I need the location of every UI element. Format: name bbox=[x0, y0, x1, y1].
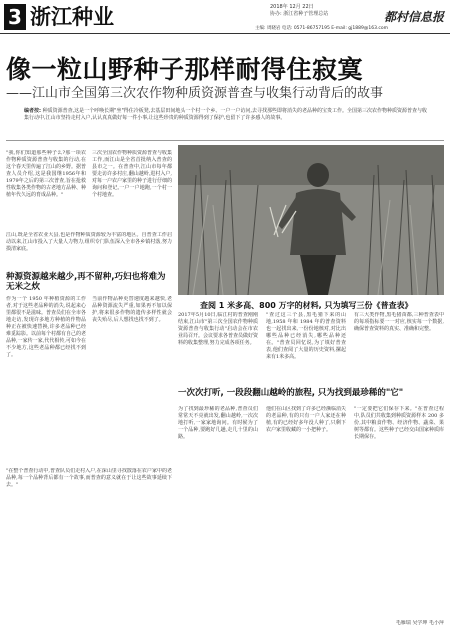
newspaper-logo: 都村信息报 bbox=[383, 10, 444, 24]
editor-note-label: 编者按: bbox=[24, 108, 41, 114]
left-lower-text: "在整个普查行动中,普查队员们走村入户,在深山里寻找散落在农户家中的老品种,每一个品种背后都有一个故事,而普查的意义就在于让这些故事延续下去。" bbox=[6, 468, 172, 488]
section1-body: 作为一个 1950 年种植资源的工作者,对于这些老品种的消失,说起来心里都很不是滋味。普查员们在全市各地走访,发现许多地方种植的作物品种正在被快速替换,许多老品种已经难觅踪影。以前每个村都有自己的老品种,一家传一家,代代相传,可如今在不少地方,这些老品种都已经找不到了。 bbox=[6, 296, 86, 358]
photo-caption: 查阅 1 米多高、800 万字的材料, 只为填写三份《普查表》 bbox=[200, 301, 413, 310]
bottom-col-3: 有三大类作物,黑毛猪苗都,三种普查表中的每项指标要一一对应,核实每一个数据,确保普查资料的真实、准确和完整。 bbox=[354, 312, 444, 332]
section1-title: 种源资源越来越少,再不留种,巧妇也将难为无米之炊 bbox=[6, 272, 166, 292]
email-line: E-mail: gj1889@163.com bbox=[331, 26, 388, 31]
editor-line: 主编: 周晓岩 电话: 0571-86757195 bbox=[255, 26, 330, 31]
bottom-col-1: 2017年5月10日,临江村的普查刚刚结束,江山市"第三次全国农作物种质资源普查与收集行动"启动会在市农业局召开。会议要求各普查员做好资料的收集整理,努力完成各项任务。 bbox=[178, 312, 258, 346]
article-subhead: ——江山市全国第三次农作物种质资源普查与收集行动背后的故事 bbox=[6, 86, 384, 101]
divider bbox=[6, 140, 444, 141]
field-photo bbox=[178, 145, 444, 295]
bottom-col-2: "查过这三个县,黑毛猪下来的山地,1958 年和 1984 年的普查资料也一起找出来,一份份地核对,对比出哪些品种已经消失,哪些品种还在。"普查员回忆说,为了填好普查表,他们查阅了大量的历史资料,摞起来有1米多高。 bbox=[266, 312, 346, 360]
article-headline: 像一粒山野种子那样耐得住寂寞 bbox=[6, 55, 364, 84]
bottom-col-6: "一定要把它们保存下来。"在普查过程中,队员们共收集到种质资源样本 200 多份,其中粮食作物、经济作物、蔬菜、果树等都有。这些种子已经交由国家种质库长期保存。 bbox=[354, 406, 444, 440]
editor-note bbox=[24, 108, 428, 122]
issuer-line: 协办: 浙江省种子管理总站 bbox=[270, 11, 329, 17]
editor-note-text: 种质资源普查,这是一个呼唤长期"坐"得住冷板凳,去基层田间地头一个村一个乡、一户一户访问,去寻找那些即将消失的老品种的宝贵工作。全国第三次农作物种质资源普查与收集行动中,江山市坚持走村入户,认认真真做好每一件小事,让这些珍贵的种质资源得到了保护,也留下了许多感人的故事。 bbox=[24, 108, 427, 121]
photo-svg bbox=[178, 145, 444, 295]
bottom-col-5: 他们在山区找到了许多已经濒临消失的老品种,有的只有一户人家还在种植,有的已经好多年没人种了,只剩下农户家里收藏的一小把种子。 bbox=[266, 406, 346, 433]
section-title: 浙江种业 bbox=[30, 5, 114, 29]
byline: 毛雁瑞 吴学坤 毛小萍 bbox=[395, 620, 444, 626]
intro-paragraph-2: 江山,既是全省农业大县,也是作物种质资源较为丰富的地区。自普查工作启动以来,江山市投入了大量人力物力,组织专门队伍深入全市各乡镇村落,努力摸清家底。 bbox=[6, 232, 172, 252]
masthead bbox=[0, 0, 450, 34]
publication-meta bbox=[270, 4, 328, 18]
date-line: 2018年 12月 22日 bbox=[270, 4, 314, 10]
col2-text: 三次全国农作物种质资源普查与收集工作,而江山是全省首批纳入普查的县市之一。在普查中,江山市每年都要走访许多村庄,翻山越岭,进村入户,对每一户农户家里的种子进行仔细的询问和登记,一户一户地跑,一个村一个村地查。 bbox=[92, 150, 172, 198]
bottom-col-4: 为了找到最珍稀的老品种,普查员们常常天不亮就出发,翻山越岭,一次次地打听,一家家地询问。有时候为了一个品种,要跑好几趟,走几十里的山路。 bbox=[178, 406, 258, 440]
contact-line bbox=[255, 25, 388, 31]
section2-title: 一次次打听, 一段段翻山越岭的旅程, 只为找到最珍稀的"它" bbox=[178, 388, 404, 398]
section1-body-b: 当前作物品种更替速度越来越快,老品种资源流失严重,如果再不加以保护,将来很多作物的遗传多样性就会丧失殆尽,后人想找也找不到了。 bbox=[92, 296, 172, 323]
intro-column-1: "我,你们知道那些种子么?那一项农作物种质资源普查与收集的行动,在这个春天里传遍了江山的乡野。据普查人员介绍,这是我国继1956年和1979年之后的第三次普查,旨在抢救性收集各类作物的古老地方品种、种植年代久远的育成品种。" bbox=[6, 150, 86, 198]
page-number: 3 bbox=[4, 4, 26, 30]
